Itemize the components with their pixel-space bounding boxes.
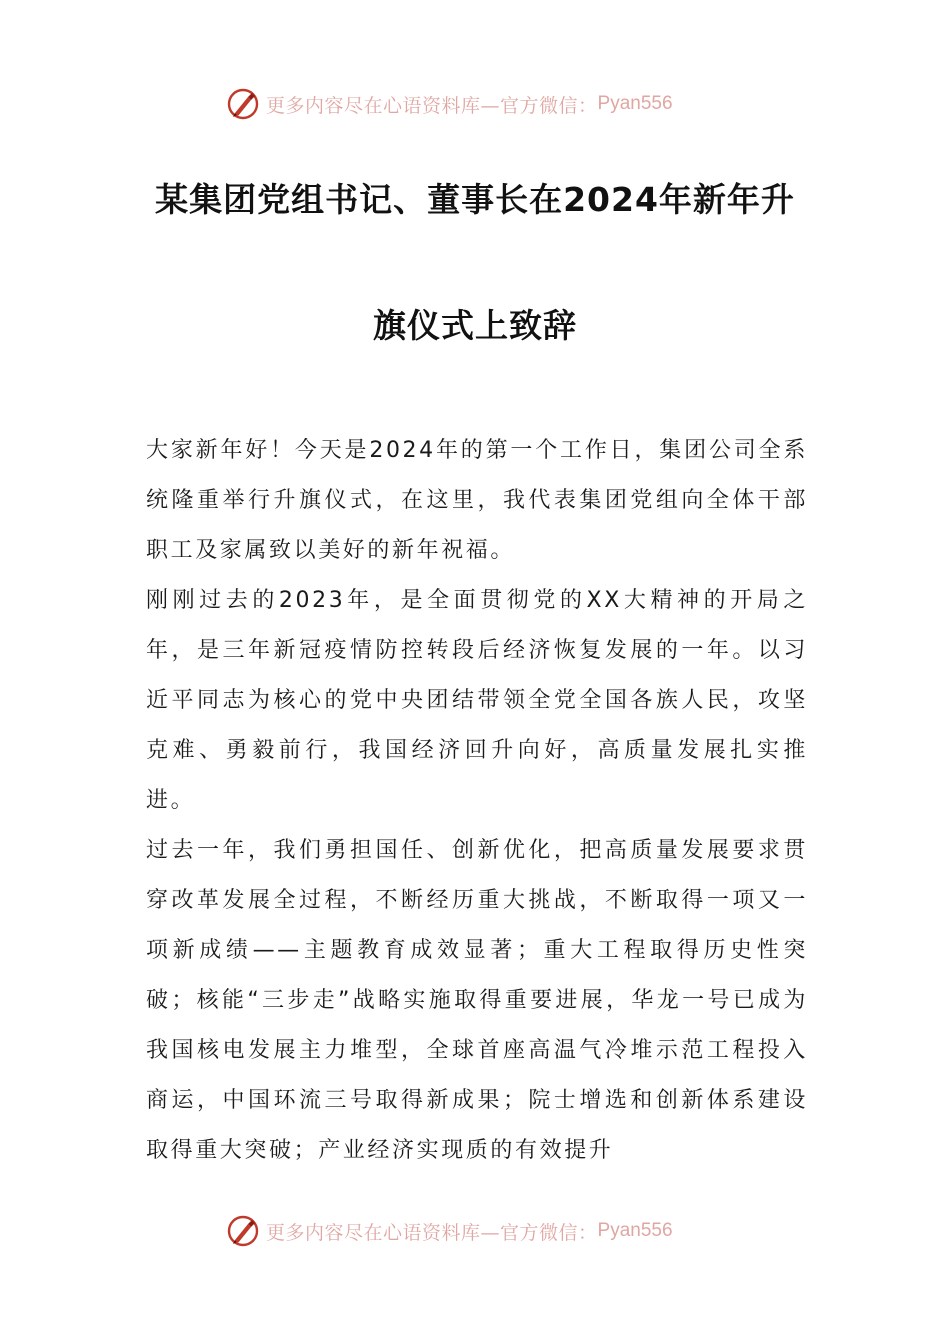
document-title-line-1: 某集团党组书记、董事长在2024年新年升 xyxy=(155,180,795,219)
paragraph: 刚刚过去的2023年，是全面贯彻党的XX大精神的开局之年，是三年新冠疫情防控转段后经济恢复发展的一年。以习近平同志为核心的党中央团结带领全党全国各族人民，攻坚克难、勇毅前行，我国经济回升向好，高质量发展扎实推进。 xyxy=(146,588,808,813)
paragraph: 过去一年，我们勇担国任、创新优化，把高质量发展要求贯穿改革发展全过程，不断经历重大挑战，不断取得一项又一项新成绩——主题教育成效显著；重大工程取得历史性突破；核能“三步走”战略实施取得重要进展，华龙一号已成为我国核电发展主力堆型，全球首座高温气冷堆示范工程投入商运，中国环流三号取得新成果；院士增选和创新体系建设取得重大突破；产业经济实现质的有效提升 xyxy=(146,838,808,1163)
header-watermark xyxy=(226,84,673,124)
watermark-text: 更多内容尽在心语资料库—官方微信： xyxy=(266,1221,598,1244)
document-title-line-2: 旗仪式上致辞 xyxy=(373,306,577,345)
pen-logo-icon xyxy=(226,1214,260,1248)
footer-watermark xyxy=(226,1211,673,1251)
pen-logo-icon xyxy=(226,87,260,121)
watermark-handle: Pyan556 xyxy=(597,93,673,114)
paragraph: 大家新年好！今天是2024年的第一个工作日，集团公司全系统隆重举行升旗仪式，在这里，我代表集团党组向全体干部职工及家属致以美好的新年祝福。 xyxy=(146,438,808,563)
watermark-handle: Pyan556 xyxy=(597,1220,673,1241)
watermark-text: 更多内容尽在心语资料库—官方微信： xyxy=(266,94,598,117)
document-body xyxy=(146,426,808,1176)
